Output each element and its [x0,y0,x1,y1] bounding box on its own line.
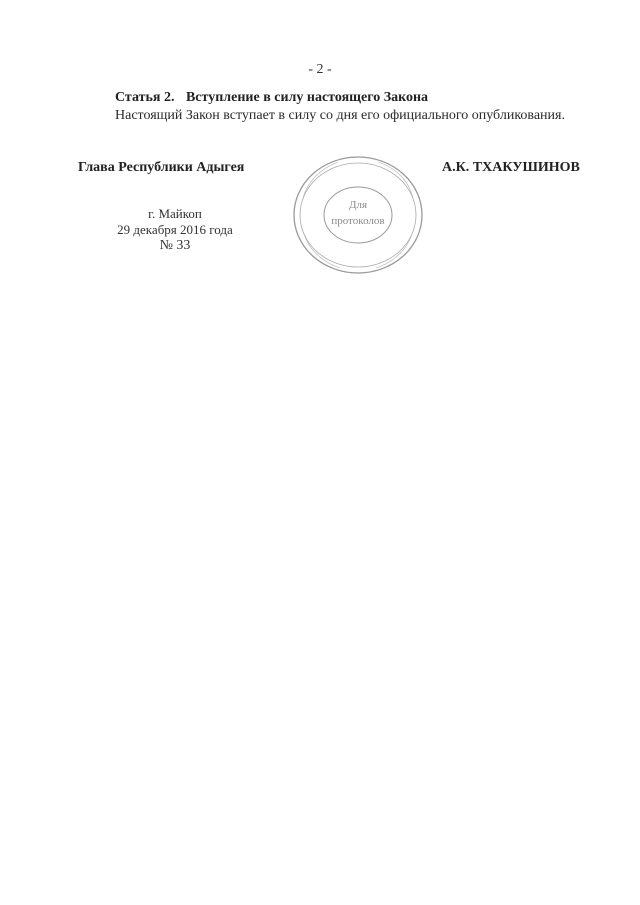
article-heading [115,90,428,106]
place-date-block [100,206,250,254]
document-number: № 33 [159,238,191,253]
article-number: Статья 2. [115,90,175,105]
seal-stamp-icon [288,150,428,280]
article-text: Настоящий Закон вступает в силу со дня его официального опубликования. [115,108,565,123]
seal-center-line-1: Для [348,199,368,211]
article-title: Вступление в силу настоящего Закона [185,90,429,105]
date: 29 декабря 2016 года [117,222,233,237]
page-number: - 2 - [308,62,332,77]
city: г. Майкоп [148,206,202,221]
official-seal [288,150,428,280]
signatory-name: А.К. ТХАКУШИНОВ [442,160,580,175]
seal-center-line-2: протоколов [331,215,385,227]
signatory-title: Глава Республики Адыгея [78,160,245,175]
